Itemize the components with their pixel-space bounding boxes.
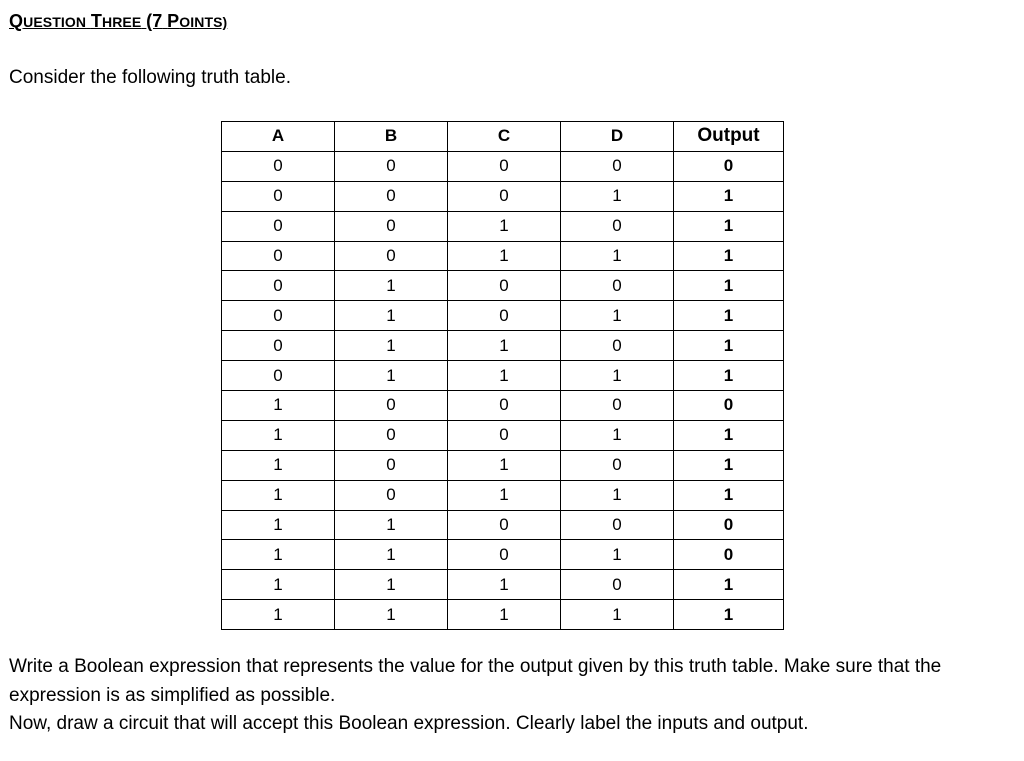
cell-d: 1	[561, 540, 674, 570]
instruction-circuit: Now, draw a circuit that will accept this Boolean expression. Clearly label the inputs and output.	[9, 713, 809, 734]
cell-d: 1	[561, 600, 674, 630]
cell-output: 1	[674, 241, 784, 271]
instruction-expression: Write a Boolean expression that represents the value for the output given by this truth table. Make sure that the expression is as simplified as possible.	[9, 656, 942, 706]
cell-output: 1	[674, 450, 784, 480]
cell-b: 1	[335, 361, 448, 391]
cell-b: 1	[335, 331, 448, 361]
table-row	[222, 480, 784, 510]
cell-d: 0	[561, 450, 674, 480]
cell-b: 0	[335, 391, 448, 421]
cell-b: 1	[335, 510, 448, 540]
table-row	[222, 301, 784, 331]
cell-d: 1	[561, 361, 674, 391]
table-row	[222, 510, 784, 540]
cell-a: 1	[222, 480, 335, 510]
cell-c: 0	[448, 151, 561, 181]
cell-d: 0	[561, 211, 674, 241]
cell-b: 0	[335, 241, 448, 271]
cell-d: 1	[561, 420, 674, 450]
table-row	[222, 540, 784, 570]
table-row	[222, 450, 784, 480]
cell-a: 1	[222, 450, 335, 480]
table-row	[222, 181, 784, 211]
cell-b: 0	[335, 181, 448, 211]
cell-b: 1	[335, 301, 448, 331]
cell-d: 0	[561, 331, 674, 361]
cell-a: 0	[222, 331, 335, 361]
cell-output: 1	[674, 600, 784, 630]
table-row	[222, 420, 784, 450]
cell-c: 1	[448, 331, 561, 361]
heading-points-rest: OINTS)	[179, 14, 228, 30]
cell-output: 1	[674, 361, 784, 391]
cell-b: 0	[335, 450, 448, 480]
cell-d: 0	[561, 510, 674, 540]
table-row	[222, 151, 784, 181]
cell-b: 1	[335, 600, 448, 630]
cell-b: 1	[335, 271, 448, 301]
header-d: D	[561, 122, 674, 152]
cell-a: 0	[222, 181, 335, 211]
cell-c: 1	[448, 600, 561, 630]
cell-d: 0	[561, 271, 674, 301]
table-row	[222, 331, 784, 361]
cell-c: 0	[448, 510, 561, 540]
cell-a: 0	[222, 241, 335, 271]
cell-a: 0	[222, 361, 335, 391]
cell-b: 1	[335, 540, 448, 570]
heading-p-initial: P	[167, 11, 180, 31]
cell-b: 0	[335, 211, 448, 241]
header-b: B	[335, 122, 448, 152]
cell-c: 0	[448, 181, 561, 211]
cell-d: 0	[561, 570, 674, 600]
table-row	[222, 241, 784, 271]
cell-output: 0	[674, 391, 784, 421]
truth-table	[221, 121, 784, 630]
instructions	[9, 653, 1014, 739]
heading-q-initial: Q	[9, 11, 24, 31]
heading-q-rest: UESTION	[23, 14, 87, 30]
cell-a: 1	[222, 510, 335, 540]
cell-output: 1	[674, 181, 784, 211]
table-row	[222, 271, 784, 301]
cell-output: 0	[674, 540, 784, 570]
table-row	[222, 361, 784, 391]
cell-output: 1	[674, 331, 784, 361]
cell-output: 1	[674, 301, 784, 331]
cell-c: 0	[448, 301, 561, 331]
cell-a: 0	[222, 271, 335, 301]
header-a: A	[222, 122, 335, 152]
cell-d: 1	[561, 480, 674, 510]
cell-a: 0	[222, 151, 335, 181]
table-row	[222, 391, 784, 421]
cell-b: 0	[335, 151, 448, 181]
cell-c: 1	[448, 211, 561, 241]
table-row	[222, 600, 784, 630]
cell-b: 0	[335, 480, 448, 510]
cell-output: 0	[674, 151, 784, 181]
cell-d: 0	[561, 151, 674, 181]
cell-a: 1	[222, 391, 335, 421]
header-output: Output	[674, 122, 784, 152]
intro-text: Consider the following truth table.	[9, 67, 291, 88]
cell-c: 1	[448, 361, 561, 391]
truth-table-header-row	[222, 122, 784, 152]
question-heading	[9, 11, 227, 32]
header-c: C	[448, 122, 561, 152]
cell-output: 0	[674, 510, 784, 540]
heading-t-initial: T	[90, 11, 102, 31]
heading-points-open: (7	[146, 11, 163, 31]
cell-b: 1	[335, 570, 448, 600]
cell-d: 1	[561, 241, 674, 271]
cell-a: 1	[222, 540, 335, 570]
cell-output: 1	[674, 271, 784, 301]
cell-d: 0	[561, 391, 674, 421]
cell-c: 1	[448, 450, 561, 480]
cell-c: 0	[448, 540, 561, 570]
truth-table-body	[222, 151, 784, 629]
cell-c: 0	[448, 271, 561, 301]
cell-c: 1	[448, 480, 561, 510]
cell-c: 0	[448, 391, 561, 421]
heading-t-rest: HREE	[101, 14, 142, 30]
cell-output: 1	[674, 211, 784, 241]
cell-output: 1	[674, 420, 784, 450]
cell-a: 1	[222, 420, 335, 450]
cell-d: 1	[561, 181, 674, 211]
cell-a: 1	[222, 570, 335, 600]
cell-c: 1	[448, 570, 561, 600]
table-row	[222, 570, 784, 600]
cell-a: 1	[222, 600, 335, 630]
table-row	[222, 211, 784, 241]
cell-output: 1	[674, 480, 784, 510]
cell-d: 1	[561, 301, 674, 331]
cell-a: 0	[222, 211, 335, 241]
cell-output: 1	[674, 570, 784, 600]
cell-c: 1	[448, 241, 561, 271]
cell-c: 0	[448, 420, 561, 450]
cell-a: 0	[222, 301, 335, 331]
cell-b: 0	[335, 420, 448, 450]
